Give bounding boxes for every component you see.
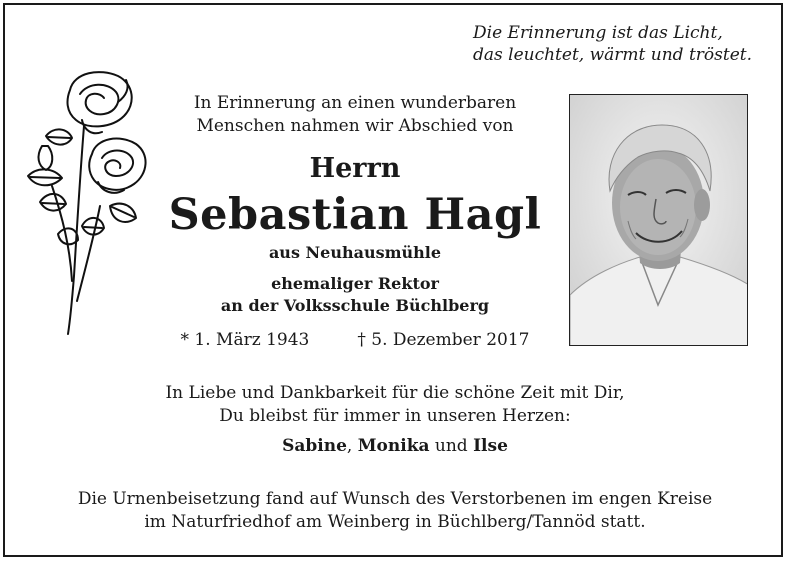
birth-date: * 1. März 1943	[180, 330, 310, 350]
mourner-3: Ilse	[473, 436, 508, 456]
life-dates	[150, 330, 560, 350]
closing-line-2: Du bleibst für immer in unseren Herzen:	[219, 406, 571, 426]
mourner-2: Monika	[357, 436, 430, 456]
epigraph-line-2: das leuchtet, wärmt und tröstet.	[473, 45, 752, 65]
intro-text	[150, 92, 560, 138]
intro-line-2: Menschen nahmen wir Abschied von	[196, 116, 514, 136]
epigraph-line-1: Die Erinnerung ist das Licht,	[473, 23, 723, 43]
burial-line-1: Die Urnenbeisetzung fand auf Wunsch des Verstorbenen im engen Kreise	[77, 489, 713, 509]
mourner-separator-2: und	[429, 436, 474, 456]
deceased-name: Sebastian Hagl	[168, 190, 542, 240]
burial-notice	[40, 488, 750, 534]
mourners	[40, 436, 750, 456]
epigraph	[473, 22, 752, 66]
portrait-photo	[569, 94, 748, 346]
origin: aus Neuhausmühle	[268, 243, 442, 262]
role	[150, 273, 560, 317]
role-line-2: an der Volksschule Büchlberg	[220, 296, 490, 315]
burial-line-2: im Naturfriedhof am Weinberg in Büchlberg/Tannöd statt.	[144, 512, 646, 532]
role-line-1: ehemaliger Rektor	[271, 274, 439, 293]
intro-line-1: In Erinnerung an einen wunderbaren	[193, 93, 517, 113]
closing-line-1: In Liebe und Dankbarkeit für die schöne Zeit mit Dir,	[165, 383, 625, 403]
salutation: Herrn	[309, 153, 401, 184]
mourner-1: Sabine	[282, 436, 347, 456]
rose-icon	[22, 66, 152, 338]
death-date: † 5. Dezember 2017	[357, 330, 530, 350]
closing-text	[40, 382, 750, 428]
mourner-separator-1: ,	[346, 436, 358, 456]
